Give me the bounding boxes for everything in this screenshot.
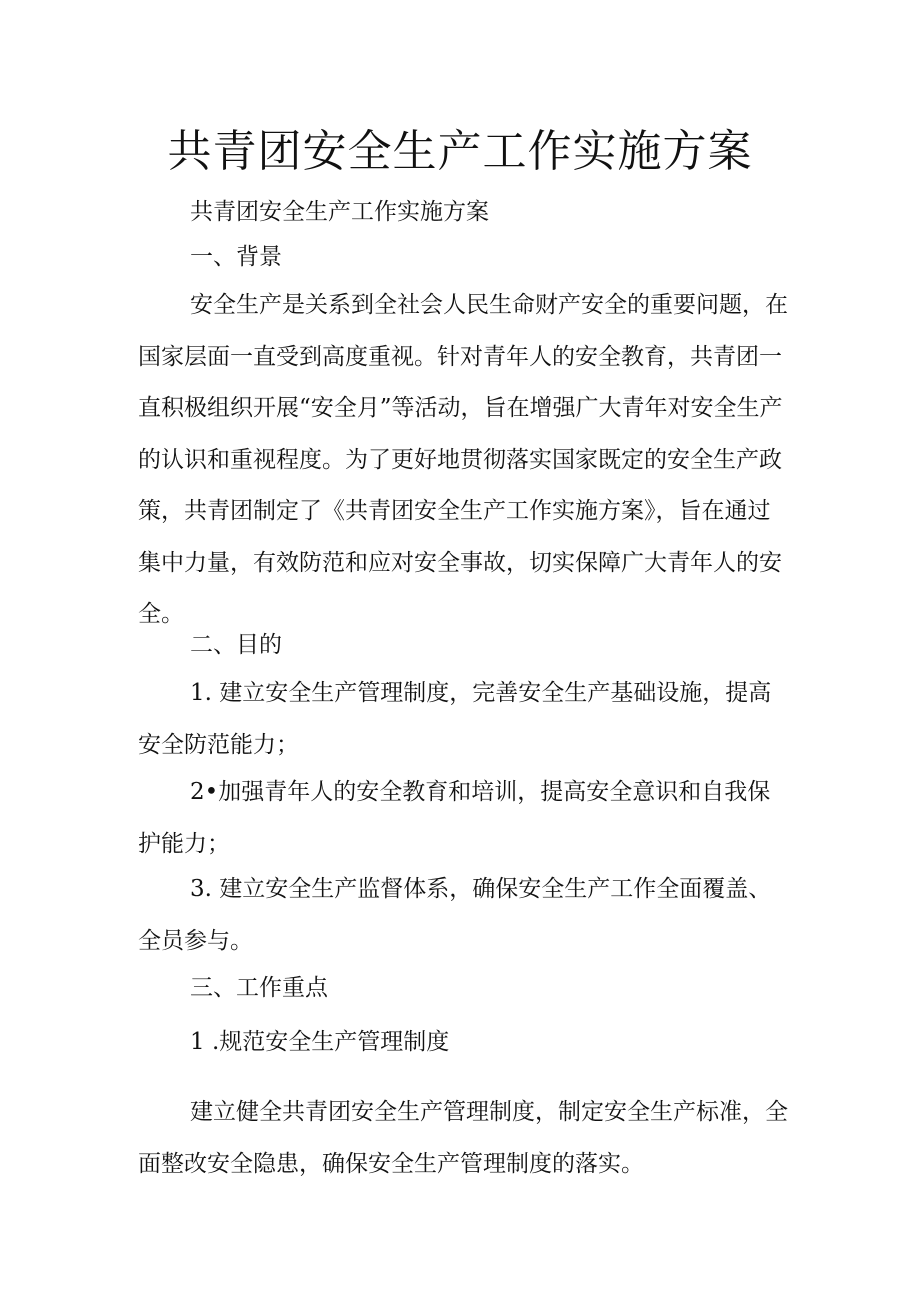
section-heading-background: 一、背景: [190, 244, 282, 270]
purpose-item-1: 1. 建立安全生产管理制度，完善安全生产基础设施，提高安全防范能力；: [138, 680, 772, 758]
background-paragraph: 安全生产是关系到全社会人民生命财产安全的重要问题，在国家层面一直受到高度重视。针对青年人的安全教育，共青团一直积极组织开展“安全月”等活动，旨在增强广大青年对安全生产的认识和重视程度。为了更好地贯彻落实国家既定的安全生产政策，共青团制定了《共青团安全生产工作实施方案》，旨在通过集中力量，有效防范和应对安全事故，切实保障广大青年人的安全。: [138, 292, 788, 627]
work-focus-subheading-1: 1 .规范安全生产管理制度: [190, 1029, 450, 1055]
purpose-item-3: 3. 建立安全生产监督体系，确保安全生产工作全面覆盖、全员参与。: [138, 876, 772, 954]
document-subtitle: 共青团安全生产工作实施方案: [190, 199, 489, 225]
work-focus-paragraph-1: 建立健全共青团安全生产管理制度，制定安全生产标准，全面整改安全隐患，确保安全生产管理制度的落实。: [138, 1099, 788, 1177]
document-title: 共青团安全生产工作实施方案: [167, 126, 753, 177]
purpose-item-2: 2•加强青年人的安全教育和培训，提高安全意识和自我保护能力；: [138, 779, 771, 857]
section-heading-purpose: 二、目的: [190, 632, 282, 658]
section-heading-work-focus: 三、工作重点: [190, 975, 328, 1001]
